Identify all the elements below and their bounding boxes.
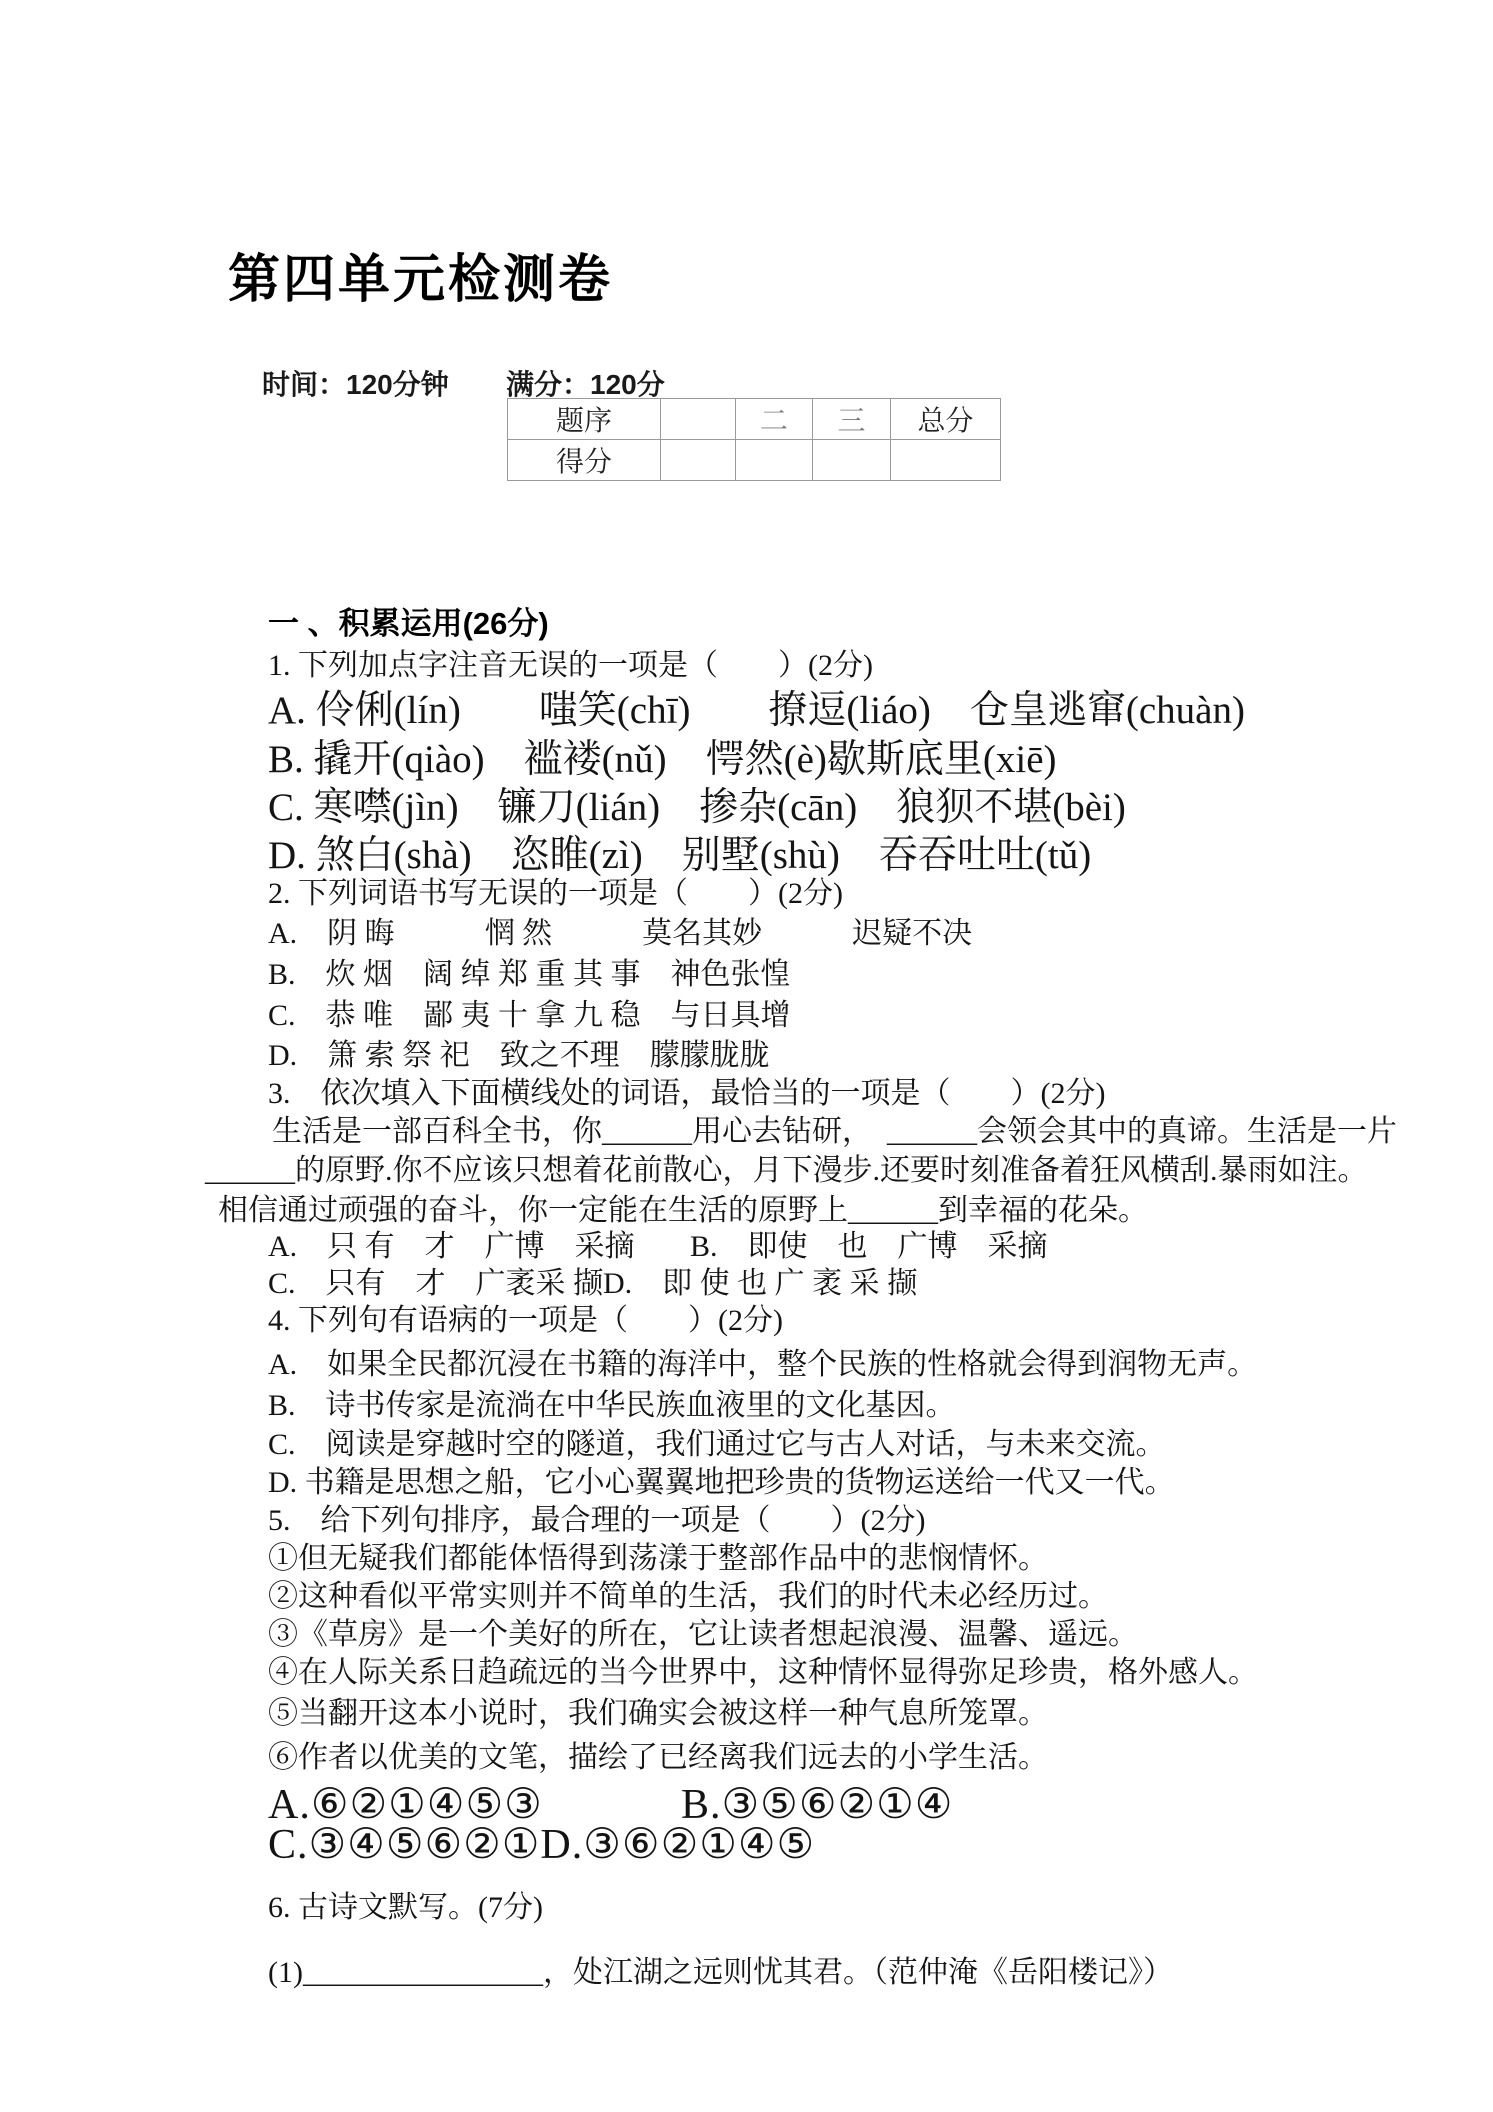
score-table-score-row: [508, 440, 1001, 481]
q1-option-d: D. 煞白(shà) 恣睢(zì) 别墅(shù) 吞吞吐吐(tǔ): [268, 834, 1092, 877]
q3-option-d: D. 即 使 也 广 袤 采 撷: [603, 1267, 918, 1300]
q5-option-b: B.③⑤⑥②①④: [681, 1782, 954, 1828]
q4-option-b: B. 诗书传家是流淌在中华民族血液里的文化基因。: [268, 1389, 956, 1422]
score-table-cell-part3: 三: [813, 399, 891, 440]
q4-option-d: D. 书籍是思想之船，它小心翼翼地把珍贵的货物运送给一代又一代。: [268, 1466, 1175, 1499]
q5-option-a: A.⑥②①④⑤③: [268, 1782, 543, 1828]
q1-stem: 1. 下列加点字注音无误的一项是（ ）(2分): [268, 649, 873, 682]
q3-option-b: B. 即使 也 广博 采摘: [690, 1230, 1048, 1263]
section-heading: 一 、积累运用(26分): [268, 606, 549, 641]
score-table-cell-part1: [661, 399, 736, 440]
q5-sentence-2: ②这种看似平常实则并不简单的生活，我们的时代未必经历过。: [268, 1580, 1108, 1613]
q3-paragraph-line2: ______的原野.你不应该只想着花前散心，月下漫步.还要时刻准备着狂风横刮.暴雨如注。: [205, 1154, 1368, 1187]
q1-option-c: C. 寒噤(jìn) 镰刀(lián) 掺杂(cān) 狼狈不堪(bèi): [268, 786, 1126, 829]
q6-stem: 6. 古诗文默写。(7分): [268, 1891, 543, 1924]
q5-sentence-5: ⑤当翻开这本小说时，我们确实会被这样一种气息所笼罩。: [268, 1697, 1048, 1730]
score-table-cell-question-order: 题序: [508, 399, 661, 440]
score-table-cell-score-label: 得分: [508, 440, 661, 481]
q5-sentence-4: ④在人际关系日趋疏远的当今世界中，这种情怀显得弥足珍贵，格外感人。: [268, 1656, 1258, 1689]
q2-option-c: C. 恭 唯 鄙 夷 十 拿 九 稳 与日具增: [268, 999, 791, 1032]
q5-options-cd: C.③④⑤⑥②①D.③⑥②①④⑤: [268, 1822, 816, 1868]
q4-option-c: C. 阅读是穿越时空的隧道，我们通过它与古人对话，与未来交流。: [268, 1428, 1166, 1461]
q3-option-c: C. 只有 才 广袤采 撷: [268, 1267, 604, 1300]
score-table-cell-score-1: [661, 440, 736, 481]
q3-stem: 3. 依次填入下面横线处的词语，最恰当的一项是（ ）(2分): [268, 1077, 1106, 1110]
score-table-cell-total: 总分: [891, 399, 1001, 440]
q1-option-b: B. 撬开(qiào) 褴褛(nǔ) 愕然(è)歇斯底里(xiē): [268, 738, 1057, 781]
score-table-cell-score-3: [813, 440, 891, 481]
q3-option-a: A. 只 有 才 广博 采摘: [268, 1230, 635, 1263]
q4-option-a: A. 如果全民都沉浸在书籍的海洋中，整个民族的性格就会得到润物无声。: [268, 1348, 1258, 1381]
q5-sentence-3: ③《草房》是一个美好的所在，它让读者想起浪漫、温馨、遥远。: [268, 1618, 1138, 1651]
time-label: 时间：120分钟: [262, 369, 449, 400]
q4-stem: 4. 下列句有语病的一项是（ ）(2分): [268, 1304, 783, 1337]
q6-item-1: (1)________________，处江湖之远则忧其君。（范仲淹《岳阳楼记》）: [268, 1956, 1173, 1989]
score-table-cell-score-2: [736, 440, 813, 481]
q3-paragraph-line3: 相信通过顽强的奋斗，你一定能在生活的原野上______到幸福的花朵。: [218, 1194, 1148, 1227]
q1-option-a: A. 伶俐(lín) 嗤笑(chī) 撩逗(liáo) 仓皇逃窜(chuàn): [268, 689, 1245, 732]
full-score-label: 满分：120分: [506, 369, 665, 400]
q5-sentence-1: ①但无疑我们都能体悟得到荡漾于整部作品中的悲悯情怀。: [268, 1542, 1048, 1575]
q5-sentence-6: ⑥作者以优美的文笔，描绘了已经离我们远去的小学生活。: [268, 1741, 1048, 1774]
q2-option-b: B. 炊 烟 阔 绰 郑 重 其 事 神色张惶: [268, 958, 791, 991]
page-title: 第四单元检测卷: [228, 252, 614, 309]
q2-option-a: A. 阴 晦 惘 然 莫名其妙 迟疑不决: [268, 917, 973, 950]
score-table-header-row: [508, 399, 1001, 440]
q3-paragraph-line1: 生活是一部百科全书，你______用心去钻研， ______会领会其中的真谛。生活是一片: [272, 1115, 1397, 1148]
score-table: [507, 398, 1001, 481]
score-table-cell-part2: 二: [736, 399, 813, 440]
score-table-cell-score-total: [891, 440, 1001, 481]
q2-stem: 2. 下列词语书写无误的一项是（ ）(2分): [268, 877, 843, 910]
q5-stem: 5. 给下列句排序，最合理的一项是（ ）(2分): [268, 1504, 926, 1537]
q2-option-d: D. 箫 索 祭 祀 致之不理 朦朦胧胧: [268, 1039, 770, 1072]
